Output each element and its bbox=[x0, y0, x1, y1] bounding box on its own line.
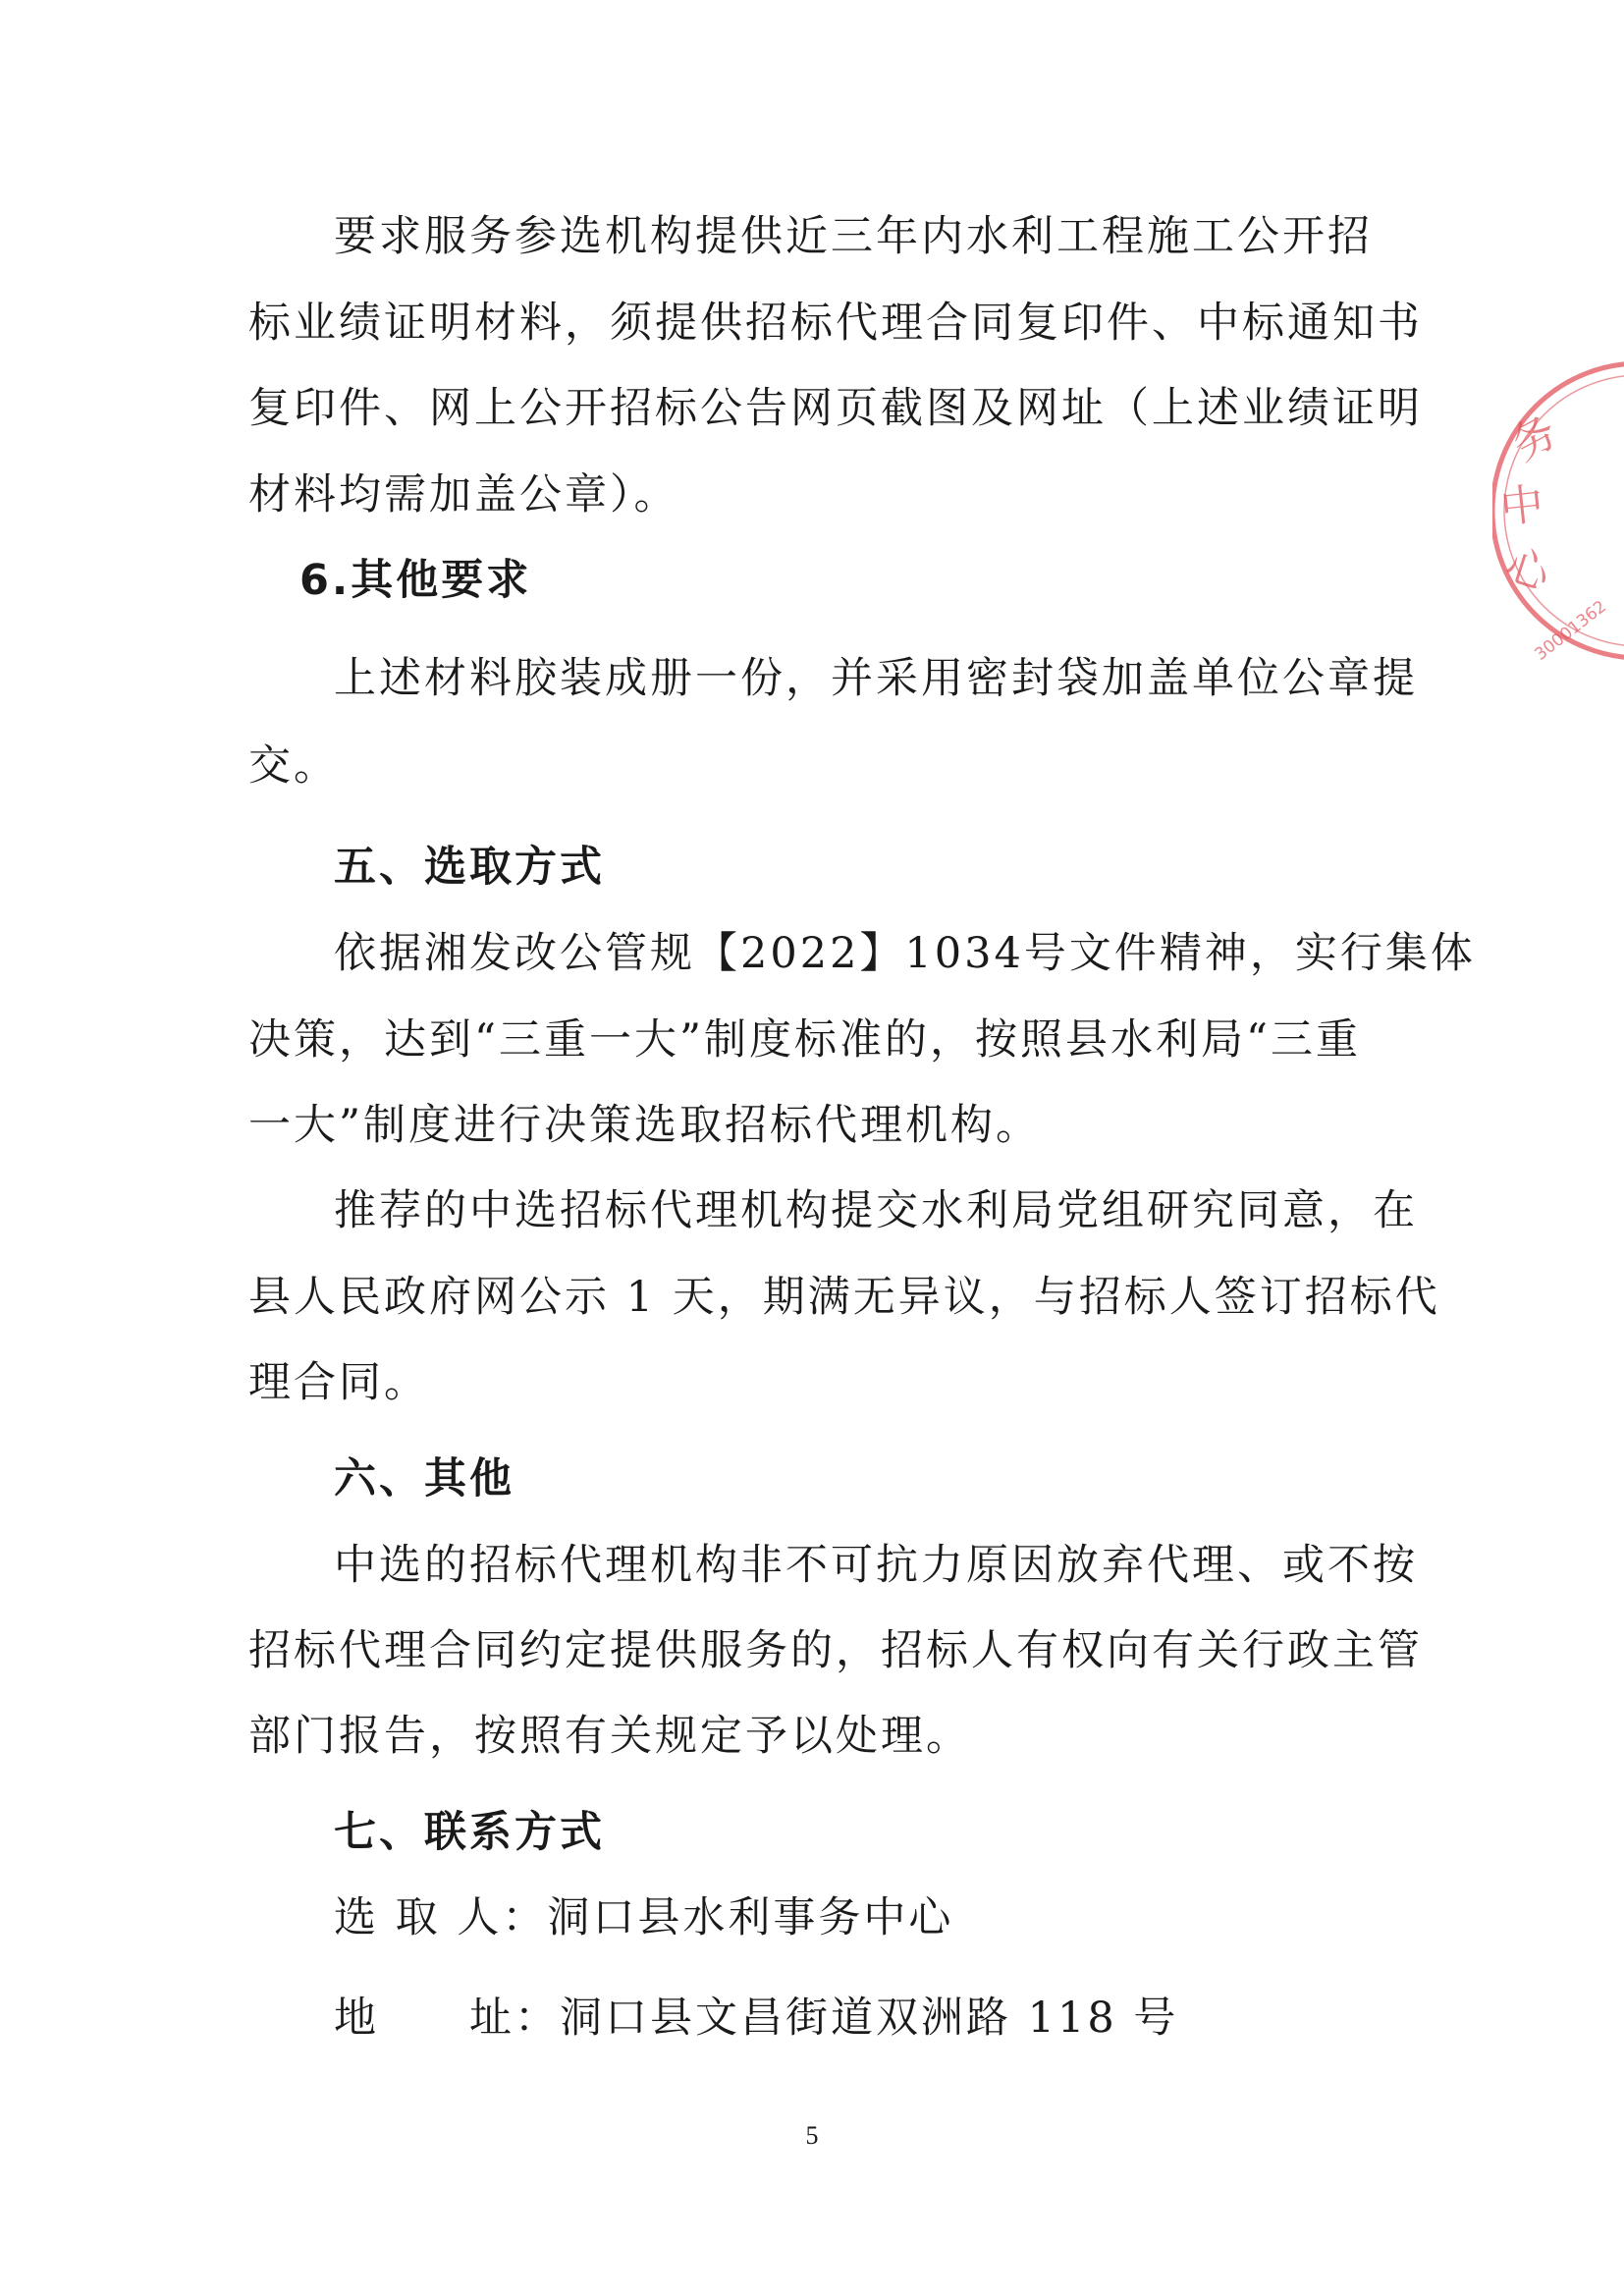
svg-text:心: 心 bbox=[1499, 539, 1556, 601]
body-text-line: 理合同。 bbox=[248, 1358, 429, 1407]
body-text-line: 部门报告，按照有关规定予以处理。 bbox=[248, 1712, 971, 1761]
svg-text:务: 务 bbox=[1503, 406, 1566, 471]
body-text-line: 标业绩证明材料，须提供招标代理合同复印件、中标通知书 bbox=[248, 299, 1423, 348]
contact-address: 地 址：洞口县文昌街道双洲路 118 号 bbox=[334, 1994, 1179, 2043]
contact-selector: 选 取 人：洞口县水利事务中心 bbox=[334, 1893, 954, 1942]
body-text-line: 要求服务参选机构提供近三年内水利工程施工公开招 bbox=[334, 212, 1373, 261]
svg-text:中: 中 bbox=[1497, 478, 1546, 534]
seal-graphic bbox=[1492, 349, 1624, 673]
body-text-line: 上述材料胶装成册一份，并采用密封袋加盖单位公章提 bbox=[334, 654, 1418, 703]
body-text-line: 材料均需加盖公章）。 bbox=[248, 470, 679, 519]
body-text-line: 依据湘发改公管规【2022】1034号文件精神，实行集体 bbox=[334, 929, 1476, 978]
section-heading: 六、其他 bbox=[334, 1454, 514, 1503]
body-text-line: 招标代理合同约定提供服务的，招标人有权向有关行政主管 bbox=[248, 1626, 1423, 1675]
body-text-line: 复印件、网上公开招标公告网页截图及网址（上述业绩证明 bbox=[248, 384, 1423, 433]
body-text-line: 决策，达到“三重一大”制度标准的，按照县水利局“三重 bbox=[248, 1015, 1361, 1065]
body-text-line: 中选的招标代理机构非不可抗力原因放弃代理、或不按 bbox=[334, 1541, 1418, 1590]
svg-text:30001362: 30001362 bbox=[1531, 596, 1611, 665]
page-number: 5 bbox=[805, 2121, 819, 2150]
body-text-line: 交。 bbox=[248, 741, 339, 791]
body-text-line: 一大”制度进行决策选取招标代理机构。 bbox=[248, 1101, 1041, 1150]
section-heading: 七、联系方式 bbox=[334, 1808, 605, 1857]
body-text-line: 推荐的中选招标代理机构提交水利局党组研究同意，在 bbox=[334, 1186, 1418, 1235]
official-seal bbox=[1492, 349, 1624, 673]
section-heading: 五、选取方式 bbox=[334, 843, 605, 892]
subsection-heading: 6.其他要求 bbox=[299, 556, 532, 605]
body-text-line: 县人民政府网公示 1 天，期满无异议，与招标人签订招标代 bbox=[248, 1273, 1440, 1322]
